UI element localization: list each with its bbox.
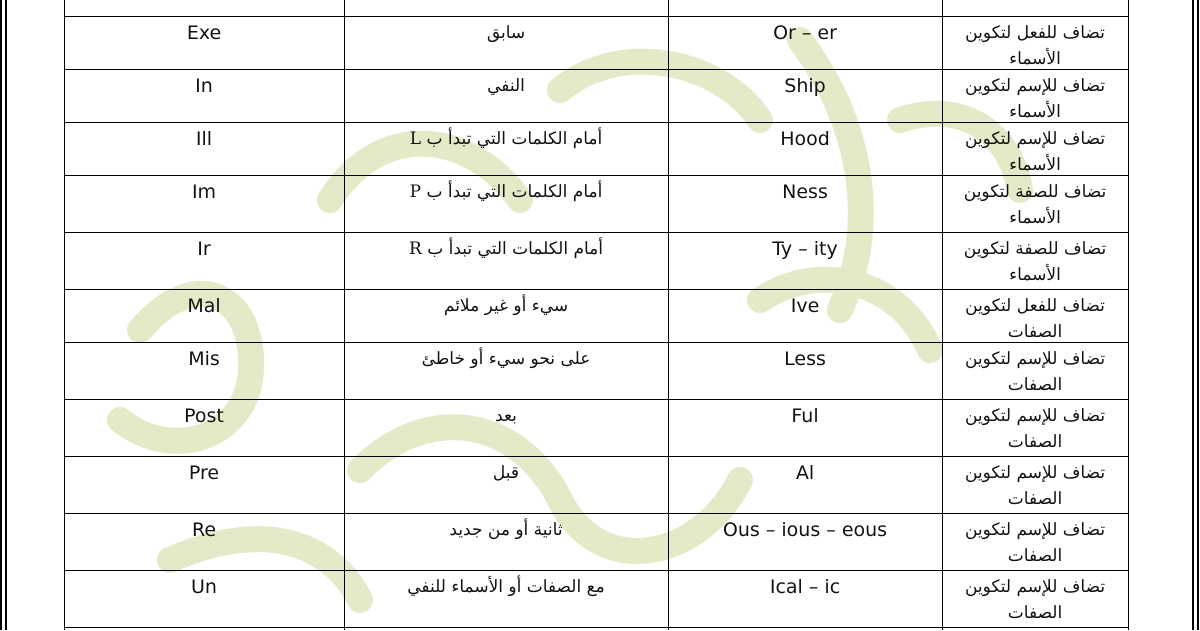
frame-left-outer — [0, 0, 2, 630]
prefix-cell: Im — [191, 181, 217, 203]
col-line-right — [1128, 0, 1129, 630]
suffix-cell: Ical – ic — [769, 576, 841, 598]
prefix-meaning-cell: أمام الكلمات التي تبدأ ب L — [409, 129, 603, 149]
suffix-cell: Ship — [784, 75, 826, 97]
suffix-cell: Ty – ity — [772, 238, 838, 260]
table-row — [64, 122, 1128, 176]
table-row — [64, 456, 1128, 514]
suffix-meaning-cell: تضاف للإسم لتكوين الصفات — [964, 463, 1106, 509]
table-row — [64, 513, 1128, 571]
suffix-meaning-cell: تضاف للإسم لتكوين الأسماء — [964, 76, 1106, 122]
frame-right-outer — [1197, 0, 1199, 630]
suffix-cell: Or – er — [773, 22, 837, 44]
suffix-meaning-cell: تضاف للفعل لتكوين الأسماء — [965, 23, 1105, 69]
prefix-meaning-cell: قبل — [492, 463, 520, 483]
prefix-cell: Ir — [197, 238, 211, 260]
table-row — [64, 16, 1128, 70]
suffix-cell: Less — [784, 348, 826, 370]
table-row — [64, 289, 1128, 343]
prefix-meaning-cell: مع الصفات أو الأسماء للنفي — [407, 577, 605, 597]
prefix-meaning-cell: سابق — [486, 23, 526, 43]
suffix-meaning-cell: تضاف للإسم لتكوين الأسماء — [964, 129, 1106, 175]
suffix-cell: Ous – ious – eous — [722, 519, 888, 541]
suffix-meaning-cell: تضاف للإسم لتكوين الصفات — [964, 406, 1106, 452]
frame-right-inner — [1192, 0, 1194, 630]
suffix-meaning-cell: تضاف للإسم لتكوين الصفات — [964, 349, 1106, 395]
prefix-meaning-cell: أمام الكلمات التي تبدأ ب R — [408, 239, 603, 259]
frame-left-inner — [5, 0, 7, 630]
suffix-cell: Ive — [790, 295, 820, 317]
prefix-cell: Ill — [195, 128, 213, 150]
prefix-meaning-cell: بعد — [495, 406, 517, 426]
table-row-partial — [64, 627, 1128, 631]
table-row — [64, 570, 1128, 628]
suffix-cell: Ful — [791, 405, 819, 427]
prefix-meaning-cell: النفي — [487, 76, 525, 96]
suffix-cell: Hood — [780, 128, 830, 150]
prefix-cell: Pre — [188, 462, 220, 484]
prefix-cell: Un — [191, 576, 217, 598]
table-row — [64, 175, 1128, 233]
prefix-cell: Mis — [188, 348, 220, 370]
prefix-meaning-cell: أمام الكلمات التي تبدأ ب P — [409, 182, 603, 202]
prefix-meaning-cell: سيء أو غير ملائم — [443, 296, 569, 316]
prefix-cell: In — [195, 75, 213, 97]
suffix-meaning-cell: تضاف للفعل لتكوين الصفات — [965, 296, 1105, 342]
prefix-cell: Mal — [187, 295, 221, 317]
table-row — [64, 232, 1128, 290]
suffix-meaning-cell: تضاف للإسم لتكوين الصفات — [964, 520, 1106, 566]
prefix-meaning-cell: ثانية أو من جديد — [449, 520, 563, 540]
table-row — [64, 69, 1128, 123]
table-row — [64, 342, 1128, 400]
prefix-cell: Exe — [186, 22, 222, 44]
prefix-cell: Post — [184, 405, 224, 427]
table-row — [64, 399, 1128, 457]
suffix-meaning-cell: تضاف للإسم لتكوين الصفات — [964, 577, 1106, 623]
suffix-cell: Ness — [782, 181, 828, 203]
prefix-cell: Re — [191, 519, 217, 541]
prefix-meaning-cell: على نحو سيء أو خاطئ — [421, 349, 591, 369]
suffix-meaning-cell: تضاف للصفة لتكوين الأسماء — [963, 239, 1107, 285]
suffix-meaning-cell: تضاف للصفة لتكوين الأسماء — [963, 182, 1107, 228]
suffix-cell: Al — [795, 462, 815, 484]
